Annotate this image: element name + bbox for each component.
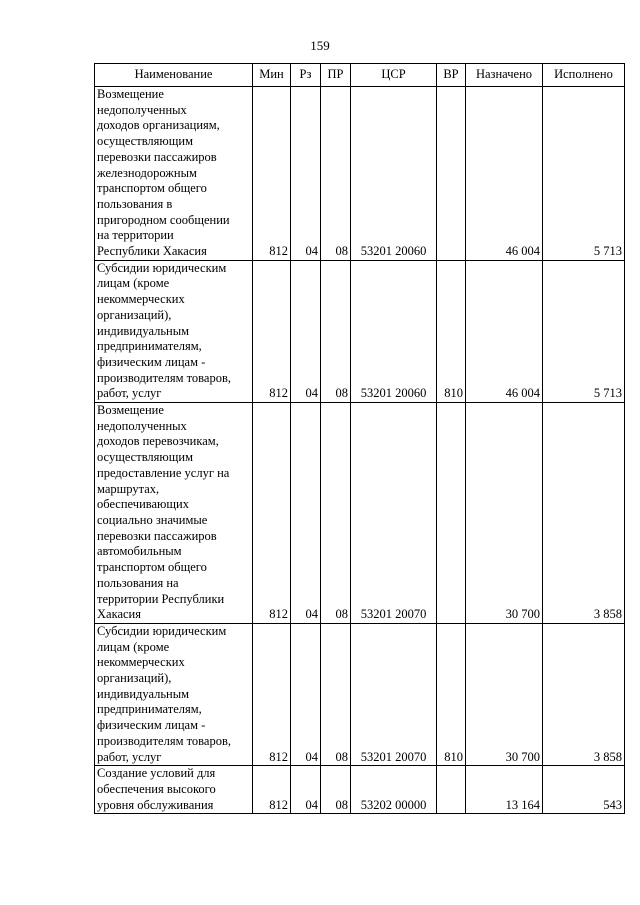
cell-min: 812	[253, 403, 291, 624]
name-line: пользования в	[97, 196, 173, 211]
cell-csr: 53201 20070	[351, 623, 437, 765]
name-line: недополученных	[97, 418, 187, 433]
cell-vr	[437, 766, 466, 814]
table-header-row	[95, 64, 625, 87]
cell-pr: 08	[321, 87, 351, 261]
header-name: Наименование	[95, 64, 253, 87]
name-line: Создание условий для	[97, 766, 216, 781]
name-line: индивидуальным	[97, 686, 190, 701]
name-line: недополученных	[97, 102, 187, 117]
cell-executed: 543	[543, 766, 625, 814]
header-csr: ЦСР	[351, 64, 437, 87]
name-line: некоммерческих	[97, 292, 185, 307]
name-line: Возмещение	[97, 403, 164, 418]
header-min: Мин	[253, 64, 291, 87]
cell-executed: 3 858	[543, 403, 625, 624]
table-row	[95, 87, 625, 261]
cell-rz: 04	[291, 403, 321, 624]
cell-min: 812	[253, 766, 291, 814]
name-line: пригородном сообщении	[97, 212, 230, 227]
cell-assigned: 30 700	[466, 403, 543, 624]
cell-assigned: 46 004	[466, 87, 543, 261]
page-number: 159	[310, 38, 330, 53]
name-line: работ, услуг	[97, 749, 162, 764]
cell-vr: 810	[437, 623, 466, 765]
name-line: Хакасия	[97, 607, 141, 622]
name-line: на территории	[97, 228, 174, 243]
table-row	[95, 260, 625, 402]
cell-csr: 53201 20070	[351, 403, 437, 624]
cell-csr: 53201 20060	[351, 260, 437, 402]
cell-min: 812	[253, 260, 291, 402]
name-line: лицам (кроме	[97, 276, 170, 291]
name-line: работ, услуг	[97, 386, 162, 401]
cell-executed: 5 713	[543, 87, 625, 261]
name-line: перевозки пассажиров	[97, 528, 217, 543]
cell-name	[95, 623, 253, 765]
name-line: индивидуальным	[97, 323, 190, 338]
cell-assigned: 46 004	[466, 260, 543, 402]
name-line: маршрутах,	[97, 481, 160, 496]
table-row	[95, 623, 625, 765]
budget-table	[94, 63, 625, 814]
cell-min: 812	[253, 87, 291, 261]
table-row	[95, 403, 625, 624]
name-line: физическим лицам -	[97, 354, 206, 369]
cell-executed: 3 858	[543, 623, 625, 765]
cell-vr: 810	[437, 260, 466, 402]
name-line: производителям товаров,	[97, 370, 231, 385]
cell-name	[95, 403, 253, 624]
name-line: обеспечения высокого	[97, 781, 216, 796]
name-line: территории Республики	[97, 591, 225, 606]
name-line: доходов перевозчикам,	[97, 434, 219, 449]
cell-rz: 04	[291, 260, 321, 402]
header-assigned: Назначено	[466, 64, 543, 87]
name-line: обеспечивающих	[97, 497, 189, 512]
cell-rz: 04	[291, 87, 321, 261]
cell-vr	[437, 87, 466, 261]
name-line: Субсидии юридическим	[97, 623, 227, 638]
name-line: Республики Хакасия	[97, 244, 207, 259]
name-line: предпринимателям,	[97, 339, 202, 354]
header-rz: Рз	[291, 64, 321, 87]
name-line: организаций),	[97, 671, 172, 686]
cell-rz: 04	[291, 766, 321, 814]
cell-min: 812	[253, 623, 291, 765]
name-line: железнодорожным	[97, 165, 197, 180]
name-line: транспортом общего	[97, 560, 207, 575]
cell-pr: 08	[321, 403, 351, 624]
name-line: уровня обслуживания	[97, 797, 214, 812]
cell-csr: 53201 20060	[351, 87, 437, 261]
name-line: лицам (кроме	[97, 639, 170, 654]
table-body	[95, 87, 625, 814]
name-line: Возмещение	[97, 87, 164, 101]
cell-assigned: 30 700	[466, 623, 543, 765]
name-line: физическим лицам -	[97, 718, 206, 733]
cell-name	[95, 260, 253, 402]
name-line: пользования на	[97, 575, 179, 590]
cell-name	[95, 766, 253, 814]
cell-assigned: 13 164	[466, 766, 543, 814]
name-line: автомобильным	[97, 544, 182, 559]
cell-pr: 08	[321, 766, 351, 814]
header-executed: Исполнено	[543, 64, 625, 87]
name-line: предпринимателям,	[97, 702, 202, 717]
cell-rz: 04	[291, 623, 321, 765]
name-line: перевозки пассажиров	[97, 149, 217, 164]
name-line: осуществляющим	[97, 134, 193, 149]
cell-executed: 5 713	[543, 260, 625, 402]
name-line: осуществляющим	[97, 450, 193, 465]
cell-pr: 08	[321, 623, 351, 765]
table-row	[95, 766, 625, 814]
name-line: производителям товаров,	[97, 733, 231, 748]
name-line: доходов организациям,	[97, 118, 220, 133]
cell-vr	[437, 403, 466, 624]
cell-csr: 53202 00000	[351, 766, 437, 814]
name-line: социально значимые	[97, 512, 208, 527]
name-line: предоставление услуг на	[97, 465, 230, 480]
name-line: транспортом общего	[97, 181, 207, 196]
header-vr: ВР	[437, 64, 466, 87]
name-line: Субсидии юридическим	[97, 260, 227, 275]
header-pr: ПР	[321, 64, 351, 87]
name-line: некоммерческих	[97, 655, 185, 670]
name-line: организаций),	[97, 307, 172, 322]
cell-pr: 08	[321, 260, 351, 402]
cell-name	[95, 87, 253, 261]
